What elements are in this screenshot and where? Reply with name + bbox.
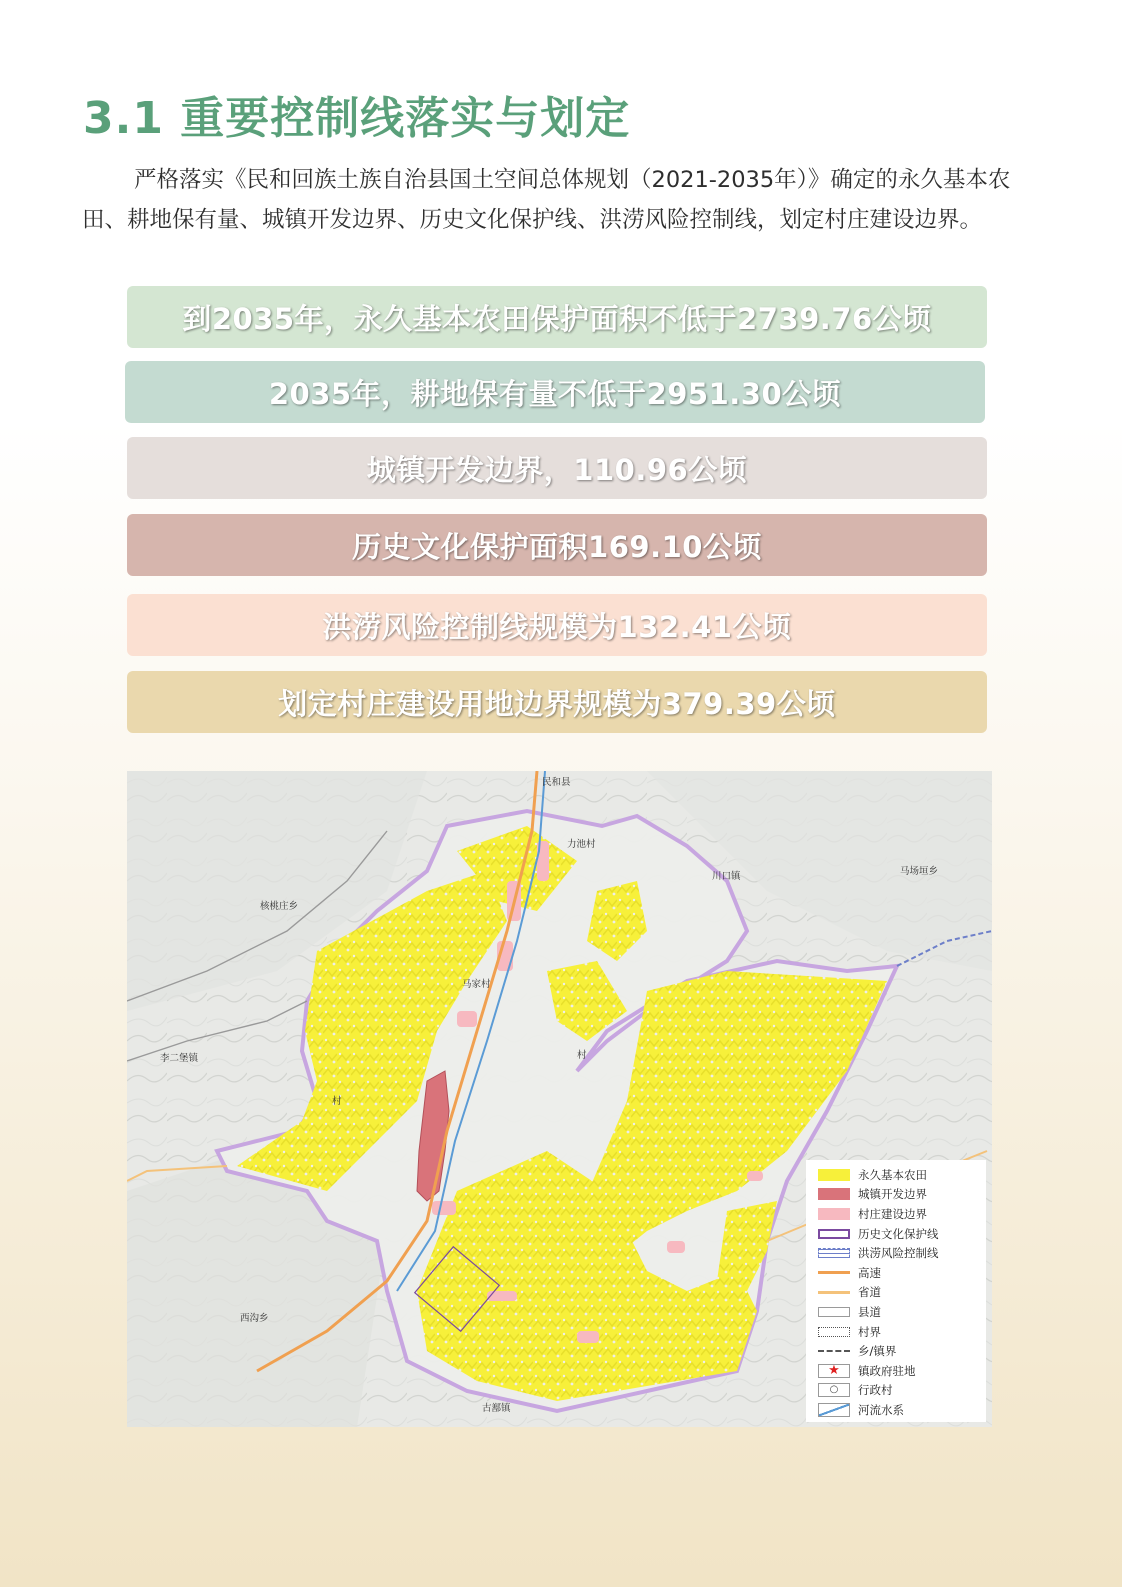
gray-line-icon bbox=[818, 1307, 850, 1317]
banner-flood-control: 洪涝风险控制线规模为132.41公顷 bbox=[127, 594, 987, 656]
label-village-1: 村 bbox=[332, 1096, 342, 1107]
label-machangyuan: 马场垣乡 bbox=[900, 866, 939, 877]
river-icon bbox=[818, 1403, 850, 1417]
label-village-lichi: 力池村 bbox=[567, 839, 596, 850]
intro-paragraph: 严格落实《民和回族土族自治县国土空间总体规划（2021-2035年）》确定的永久基本农田、耕地保有量、城镇开发边界、历史文化保护线、洪涝风险控制线，划定村庄建设边界。 bbox=[82, 167, 1011, 233]
yellow-fill-icon bbox=[818, 1169, 850, 1181]
legend-item bbox=[818, 1204, 986, 1224]
purple-outline-icon bbox=[818, 1229, 850, 1239]
banner-urban-boundary: 城镇开发边界，110.96公顷 bbox=[127, 437, 987, 499]
label-village-majia: 马家村 bbox=[462, 979, 491, 990]
legend-label: 村界 bbox=[858, 1324, 881, 1339]
legend-label: 河流水系 bbox=[858, 1402, 904, 1417]
dotted-line-icon bbox=[818, 1327, 850, 1337]
legend-label: 历史文化保护线 bbox=[858, 1226, 939, 1241]
legend-label: 城镇开发边界 bbox=[858, 1187, 927, 1202]
legend-item bbox=[818, 1263, 986, 1283]
map-legend bbox=[806, 1160, 986, 1422]
red-star-icon: ★ bbox=[818, 1364, 850, 1378]
legend-item bbox=[818, 1243, 986, 1263]
red-fill-icon bbox=[818, 1188, 850, 1200]
circle-icon: ○ bbox=[818, 1383, 850, 1397]
label-minhe: 民和县 bbox=[542, 777, 571, 788]
legend-item bbox=[818, 1400, 986, 1420]
legend-item bbox=[818, 1165, 986, 1185]
legend-item bbox=[818, 1224, 986, 1244]
legend-item bbox=[818, 1341, 986, 1361]
section-title: 3.1 重要控制线落实与划定 bbox=[83, 93, 631, 144]
legend-item bbox=[818, 1381, 986, 1401]
label-lierbao: 李二堡镇 bbox=[160, 1053, 199, 1064]
legend-item bbox=[818, 1302, 986, 1322]
label-gushan: 古鄯镇 bbox=[482, 1403, 511, 1414]
blue-dashed-box-icon bbox=[818, 1248, 850, 1258]
legend-item bbox=[818, 1322, 986, 1342]
pink-fill-icon bbox=[818, 1208, 850, 1220]
legend-label: 行政村 bbox=[858, 1383, 893, 1398]
tan-line-icon bbox=[818, 1291, 850, 1294]
label-xigou: 西沟乡 bbox=[240, 1313, 269, 1324]
label-chuankou: 川口镇 bbox=[712, 871, 741, 882]
legend-label: 乡/镇界 bbox=[858, 1344, 897, 1359]
legend-item bbox=[818, 1361, 986, 1381]
legend-label: 高速 bbox=[858, 1265, 881, 1280]
legend-label: 县道 bbox=[858, 1304, 881, 1319]
orange-line-icon bbox=[818, 1271, 850, 1274]
label-hetaozhuang: 核桃庄乡 bbox=[260, 901, 299, 912]
legend-item bbox=[818, 1185, 986, 1205]
dashdot-line-icon bbox=[818, 1350, 850, 1352]
legend-label: 村庄建设边界 bbox=[858, 1206, 927, 1221]
banner-cultivated-land: 2035年，耕地保有量不低于2951.30公顷 bbox=[125, 361, 985, 423]
legend-label: 省道 bbox=[858, 1285, 881, 1300]
label-village-2: 村 bbox=[577, 1050, 587, 1061]
banner-farmland: 到2035年，永久基本农田保护面积不低于2739.76公顷 bbox=[127, 286, 987, 348]
legend-label: 镇政府驻地 bbox=[858, 1363, 916, 1378]
legend-label: 洪涝风险控制线 bbox=[858, 1246, 939, 1261]
banner-village-boundary: 划定村庄建设用地边界规模为379.39公顷 bbox=[127, 671, 987, 733]
banner-heritage: 历史文化保护面积169.10公顷 bbox=[127, 514, 987, 576]
legend-item bbox=[818, 1283, 986, 1303]
legend-label: 永久基本农田 bbox=[858, 1167, 927, 1182]
